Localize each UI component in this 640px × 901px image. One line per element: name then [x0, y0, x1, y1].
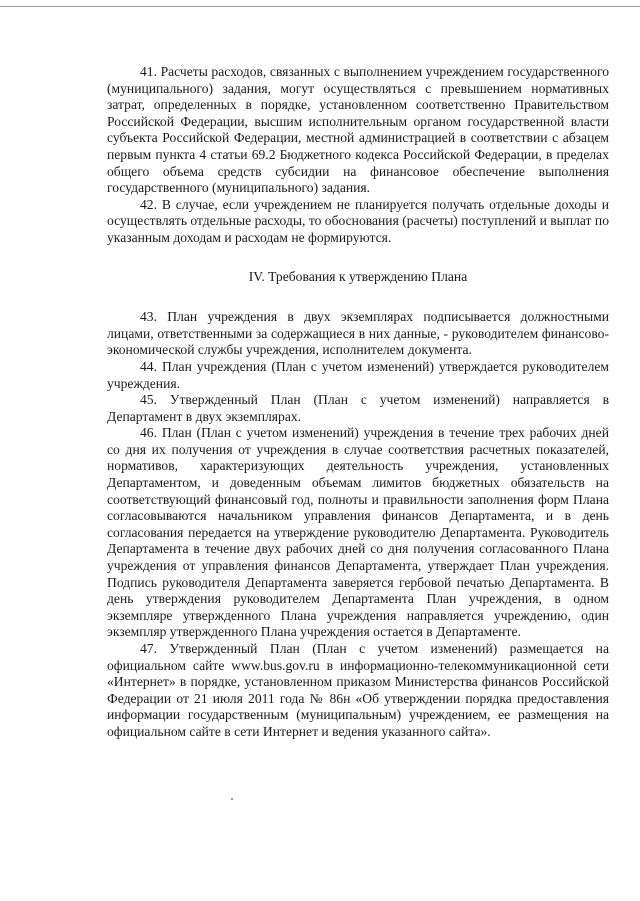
paragraph-42: 42. В случае, если учреждением не планируется получать отдельные доходы и осуществлять отдельные расходы, то обоснования (расчеты) поступлений и выплат по указанным доходам и расходам не формируются. [107, 196, 609, 245]
section-heading: IV. Требования к утверждению Плана [248, 268, 468, 284]
paragraph-45: 45. Утвержденный План (План с учетом изменений) направляется в Департамент в двух экземплярах. [107, 392, 609, 424]
scan-speck [231, 798, 233, 800]
scan-edge-line [0, 6, 640, 7]
paragraph-46: 46. План (План с учетом изменений) учреждения в течение трех рабочих дней со дня их получения от учреждения в случае соответствия расчетных показателей, нормативов, характеризующих деятельность учреждения, установленных Департаментом, и доведенным объемам лимитов бюджетных обязательств на соответствующий финансовый год, полноты и правильности заполнения форм Плана согласовываются начальником управления финансов Департамента, и в день согласования передается на утверждение руководителю Департамента. Руководитель Департамента в течение двух рабочих дней со дня получения согласованного Плана учреждения от управления финансов Департамента, утверждает План учреждения. Подпись руководителя Департамента заверяется гербовой печатью Департамента. В день утверждения руководителем Департамента План учреждения, в одном экземпляре утвержденного Плана учреждения направляется учреждению, один экземпляр утвержденного Плана учреждения остается в Департаменте. [107, 425, 609, 640]
paragraph-47: 47. Утвержденный План (План с учетом изменений) размещается на официальном сайте www.bus.gov.ru в информационно-телекоммуникационной сети «Интернет» в порядке, установленном приказом Министерства финансов Российской Федерации от 21 июля 2011 года № 86н «Об утверждении порядка предоставления информации государственным (муниципальным) учреждением, ее размещения на официальном сайте в сети Интернет и ведения указанного сайта». [107, 641, 609, 739]
document-page [107, 64, 609, 741]
paragraph-41: 41. Расчеты расходов, связанных с выполнением учреждением государственного (муниципального) задания, могут осуществляться с превышением нормативных затрат, определенных в порядке, установленном соответственно Правительством Российской Федерации, высшим исполнительным органом государственной власти субъекта Российской Федерации, местной администрацией в соответствии с абзацем первым пункта 4 статьи 69.2 Бюджетного кодекса Российской Федерации, в пределах общего объема средств субсидии на финансовое обеспечение выполнения государственного (муниципального) задания. [107, 64, 609, 196]
paragraph-43: 43. План учреждения в двух экземплярах подписывается должностными лицами, ответственными за содержащиеся в них данные, - руководителем финансово-экономической службы учреждения, исполнителем документа. [107, 309, 609, 358]
paragraph-44: 44. План учреждения (План с учетом изменений) утверждается руководителем учреждения. [107, 358, 609, 391]
